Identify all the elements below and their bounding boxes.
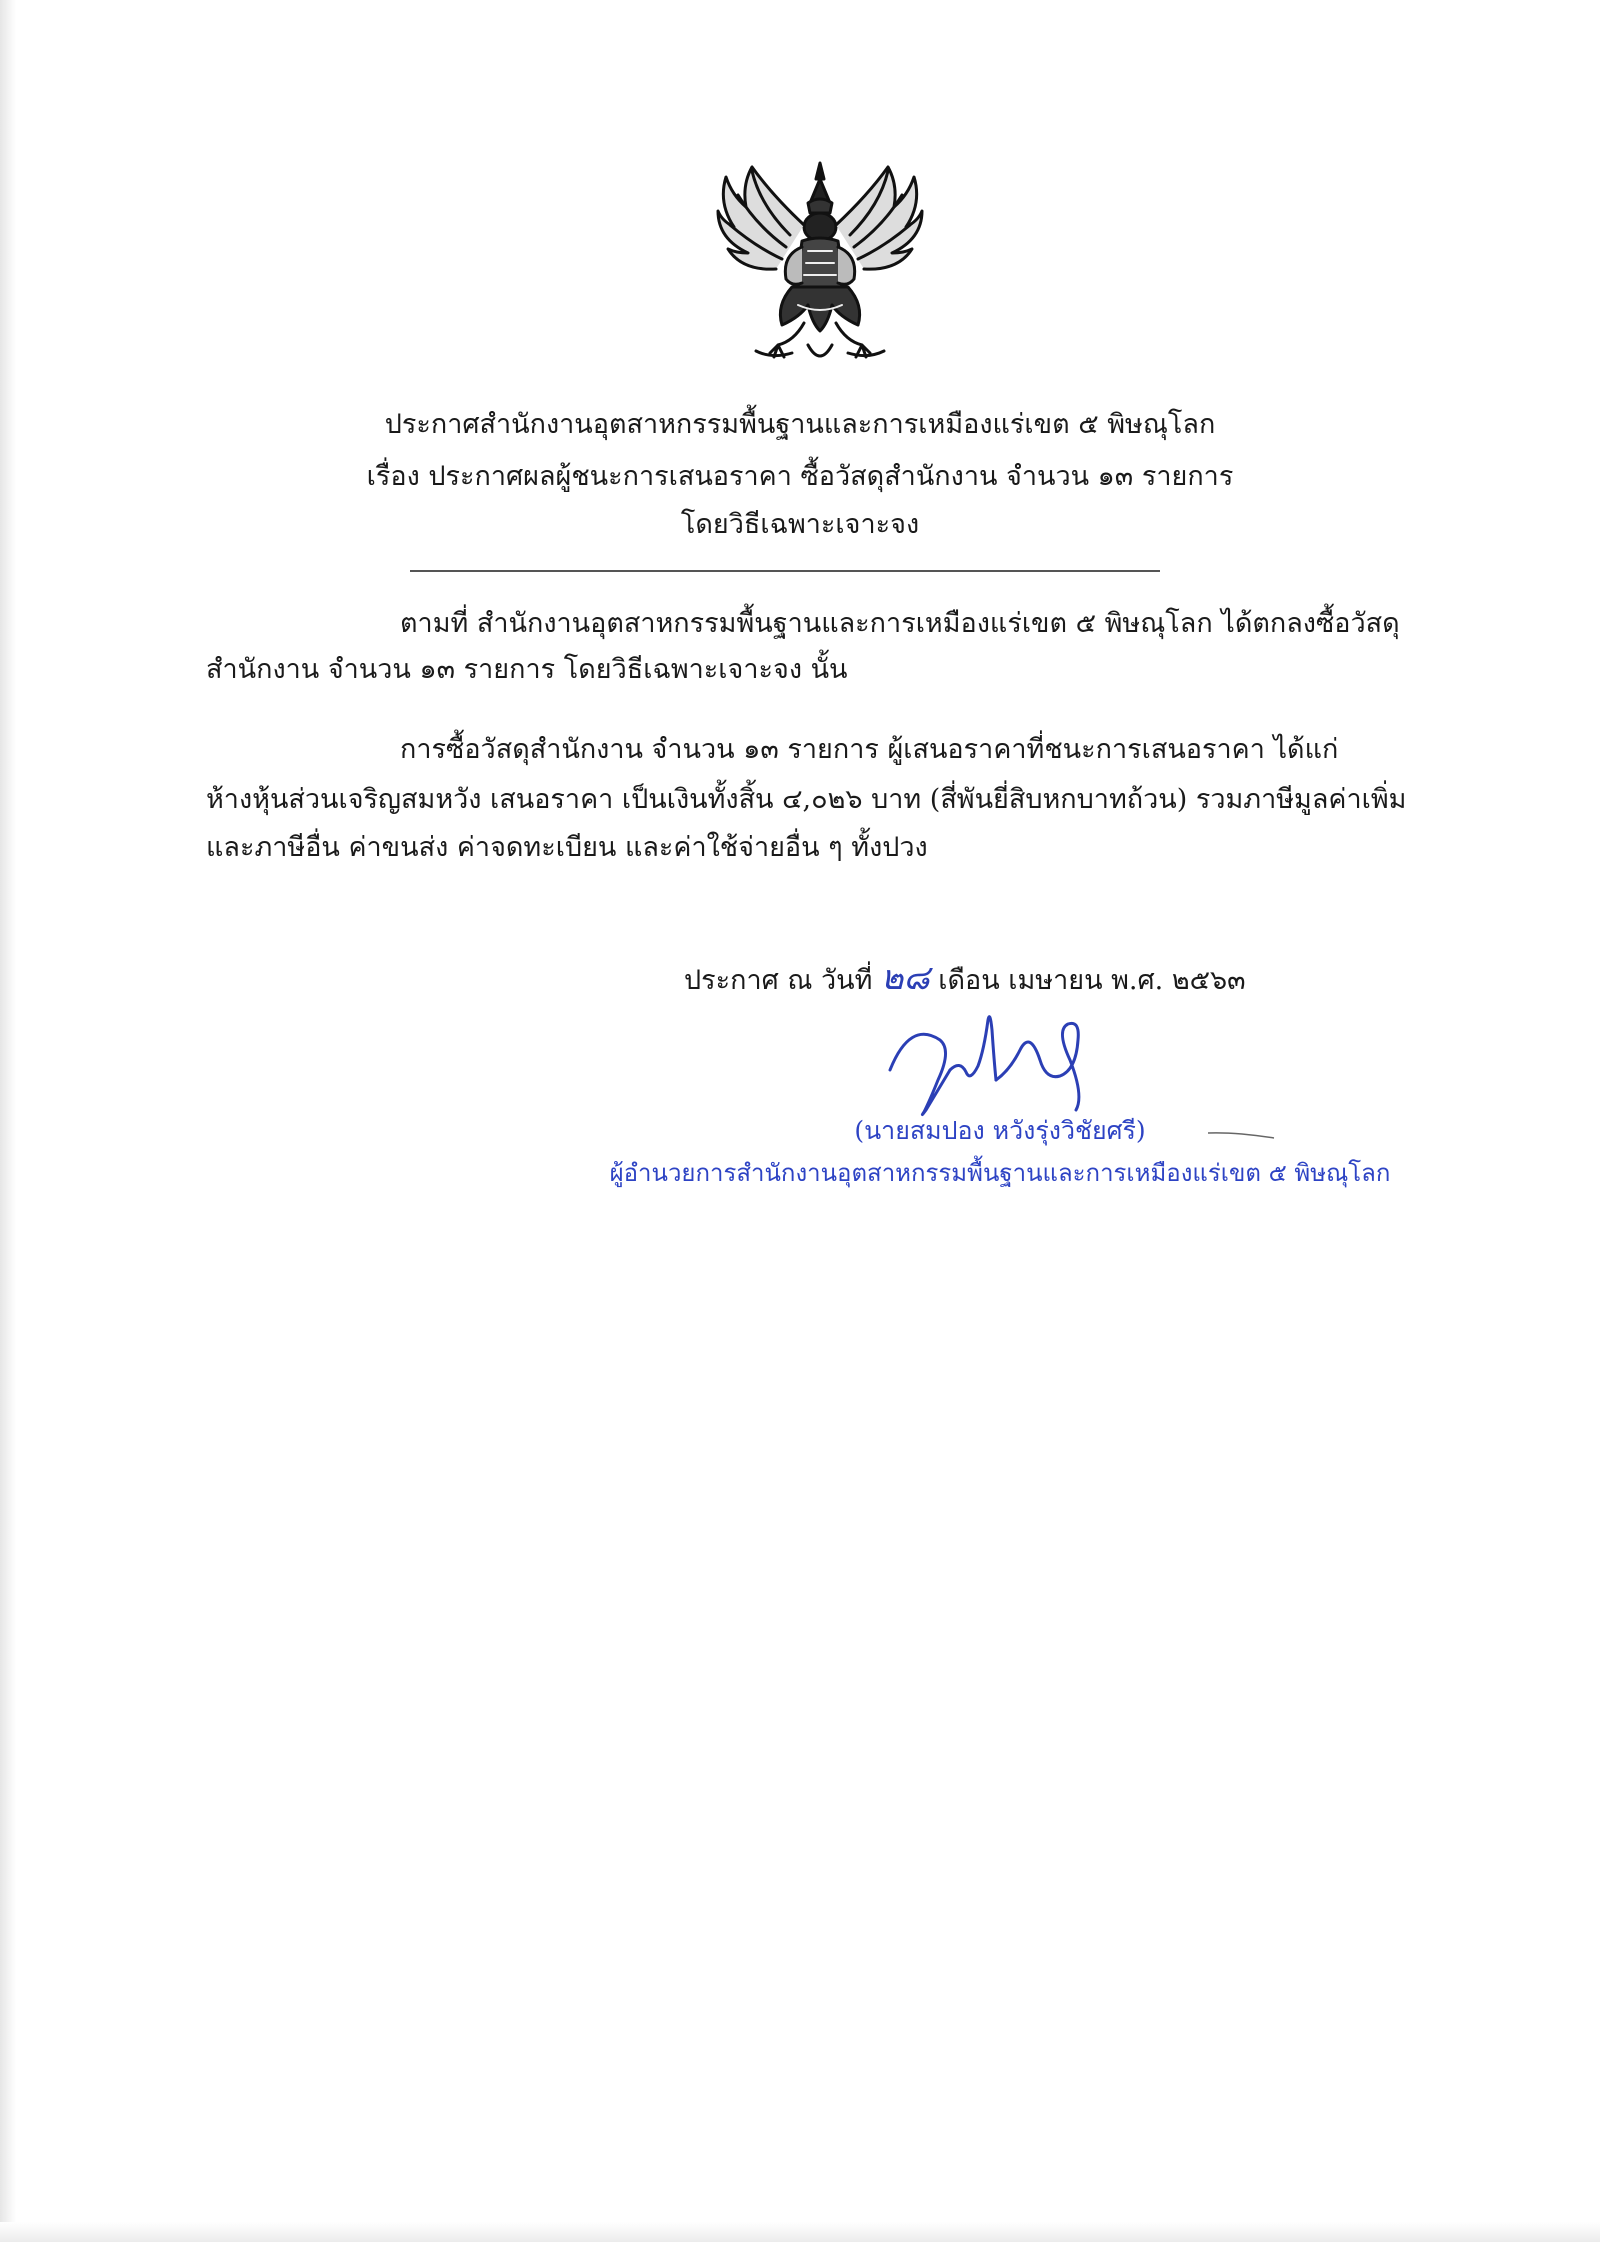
signer-name: (นายสมปอง หวังรุ่งวิชัยศรี) — [854, 1116, 1146, 1145]
header-method: โดยวิธีเฉพาะเจาะจง — [680, 509, 920, 540]
paragraph-1-line-2: สำนักงาน จำนวน ๑๓ รายการ โดยวิธีเฉพาะเจาะจง นั้น — [206, 654, 848, 685]
paragraph-2-line-2: ห้างหุ้นส่วนเจริญสมหวัง เสนอราคา เป็นเงินทั้งสิ้น ๔,๐๒๖ บาท (สี่พันยี่สิบหกบาทถ้วน) รวมภาษีมูลค่าเพิ่ม — [206, 784, 1407, 815]
stray-pen-mark — [1206, 1130, 1276, 1140]
date-suffix: เดือน เมษายน พ.ศ. ๒๕๖๓ — [938, 965, 1246, 996]
header-divider — [410, 570, 1160, 572]
scan-edge-left — [0, 0, 16, 2242]
date-prefix: ประกาศ ณ วันที่ — [684, 965, 873, 996]
paragraph-1-line-1: ตามที่ สำนักงานอุตสาหกรรมพื้นฐานและการเหมืองแร่เขต ๕ พิษณุโลก ได้ตกลงซื้อวัสดุ — [400, 608, 1400, 639]
handwritten-signature — [880, 1000, 1120, 1130]
garuda-emblem-icon — [712, 155, 928, 375]
paragraph-2-line-1: การซื้อวัสดุสำนักงาน จำนวน ๑๓ รายการ ผู้เสนอราคาที่ชนะการเสนอราคา ได้แก่ — [400, 734, 1339, 765]
header-subject: เรื่อง ประกาศผลผู้ชนะการเสนอราคา ซื้อวัสดุสำนักงาน จำนวน ๑๓ รายการ — [366, 461, 1234, 492]
signer-title: ผู้อำนวยการสำนักงานอุตสาหกรรมพื้นฐานและการเหมืองแร่เขต ๕ พิษณุโลก — [609, 1159, 1391, 1187]
header-line-1: ประกาศสำนักงานอุตสาหกรรมพื้นฐานและการเหมืองแร่เขต ๕ พิษณุโลก — [384, 409, 1216, 440]
paragraph-2-line-3: และภาษีอื่น ค่าขนส่ง ค่าจดทะเบียน และค่าใช้จ่ายอื่น ๆ ทั้งปวง — [206, 832, 928, 863]
scan-edge-bottom — [0, 2222, 1600, 2242]
date-day-handwritten: ๒๘ — [881, 958, 930, 998]
announcement-date — [684, 956, 1404, 1003]
